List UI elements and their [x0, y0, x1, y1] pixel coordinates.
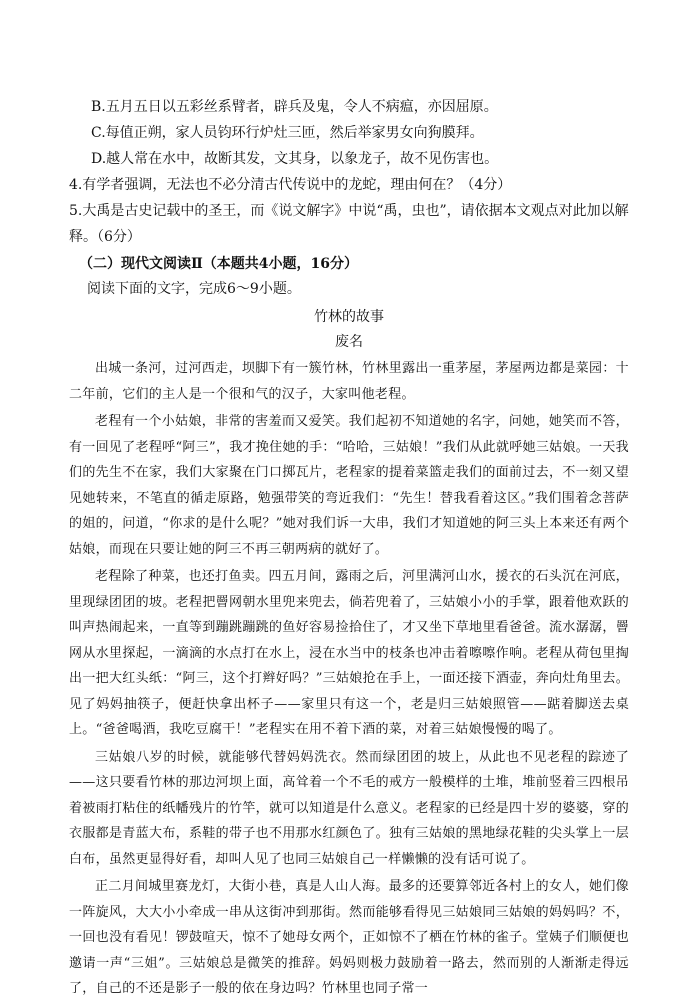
option-c: C.每值正朔，家人员钧环行炉灶三匝，然后举家男女向狗膜拜。: [91, 125, 484, 141]
story-title: 竹林的故事: [314, 309, 384, 325]
paragraph-3: 老程除了种菜，也还打鱼卖。四五月间，露雨之后，河里满河山水，援衣的石头沉在河底，里现绿团团的坡。老程把罾网朝水里兜来兜去，倘若兜着了，三姑娘小小的手掌，跟着他欢跃的叫声热闹起来，一直等到蹦跳蹦跳的鱼好容易捡拾住了，才又坐下草地里看爸爸。流水潺潺，罾网从水里探起，一滴滴的水点打在水上，浸在水当中的枝条也冲击着嚓嚓作响。老程从荷包里掏出一把大红头纸：“阿三，这个打辫好吗？”三姑娘抢在手上，一面还接下酒壶，奔向灶角里去。见了妈妈抽筷子，便赶快拿出杯子——家里只有这一个，老是归三姑娘照管——踮着脚送去桌上。“爸爸喝酒，我吃豆腐干！”老程实在用不着下酒的菜，对着三姑娘慢慢的喝了。: [69, 569, 629, 737]
paragraph-4: 三姑娘八岁的时候，就能够代替妈妈洗衣。然而绿团团的坡上，从此也不见老程的踪迹了——这只要看竹林的那边河坝上面，高耸着一个不毛的戒方一般模样的土堆，堆前竖着三四根吊着被雨打粘住的纸幡残片的竹竿，就可以知道是什么意义。老程家的已经是四十岁的婆婆，穿的衣服都是青蓝大布，系鞋的带子也不用那水红颜色了。独有三姑娘的黑地绿花鞋的尖头掌上一层白布，虽然更显得好看，却叫人见了也同三姑娘自己一样懒懒的没有话可说了。: [69, 749, 629, 867]
story-author: 废名: [335, 334, 363, 350]
instruction: 阅读下面的文字，完成6～9小题。: [87, 281, 301, 297]
option-d: D.越人常在水中，故断其发，文其身，以象龙子，故不见伤害也。: [91, 151, 499, 167]
paragraph-1: 出城一条河，过河西走，坝脚下有一簇竹林，竹林里露出一重茅屋，茅屋两边都是菜园：十二年前，它们的主人是一个很和气的汉子，大家叫他老程。: [69, 361, 629, 402]
paragraph-2: 老程有一个小姑娘，非常的害羞而又爱笑。我们起初不知道她的名字，问她，她笑而不答，有一回见了老程呼“阿三”，我才挽住她的手：“哈哈，三姑娘！”我们从此就呼她三姑娘。一天我们的先生不在家，我们大家聚在门口掷瓦片，老程家的提着菜篮走我们的面前过去，不一刻又望见她转来，不笔直的循走原路，勉强带笑的弯近我们：“先生！替我看着这区。”我们围着念菩萨的姐的，问道，“你求的是什么呢？”她对我们诉一大串，我们才知道她的阿三头上本来还有两个姑娘，而现在只要让她的阿三不再三朝两病的就好了。: [69, 414, 629, 557]
section-heading: （二）现代文阅读Ⅱ（本题共4小题，16分）: [79, 256, 359, 272]
option-b: B.五月五日以五彩丝系臂者，辟兵及鬼，令人不病瘟，亦因屈原。: [91, 99, 498, 115]
paragraph-5: 正二月间城里赛龙灯，大街小巷，真是人山人海。最多的还要算邻近各村上的女人，她们像一阵旋风，大大小小牵成一串从这街冲到那街。然而能够看得见三姑娘同三姑娘的妈妈吗？不，一回也没有看见！锣鼓喧天，惊不了她母女两个，正如惊不了栖在竹林的雀子。堂姨子们顺便也邀请一声“三姐”。三姑娘总是微笑的推辞。妈妈则极力鼓励着一路去，然而别的人渐渐走得远了，自己的不还是影子一般的依在身边吗？竹林里也同子常一: [69, 879, 629, 996]
question-5: 5.大禹是古史记载中的圣王，而《说文解字》中说“禹，虫也”，请依据本文观点对此加以解释。（6分）: [69, 203, 629, 245]
question-4: 4.有学者强调，无法也不必分清古代传说中的龙蛇，理由何在？（4分）: [69, 177, 512, 193]
